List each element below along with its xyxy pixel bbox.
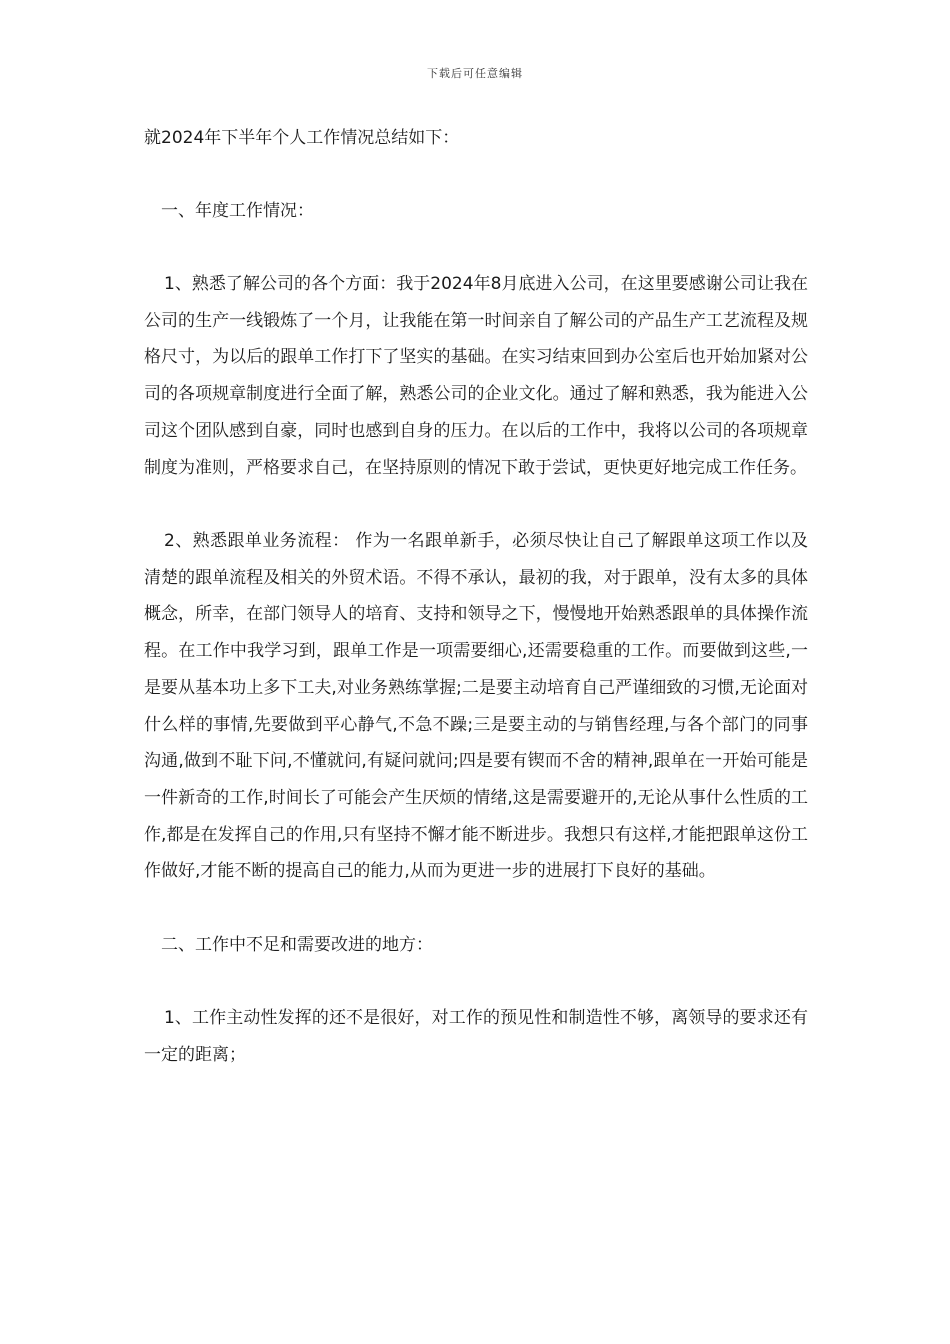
paragraph-initiative: 1、工作主动性发挥的还不是很好，对工作的预见性和制造性不够，离领导的要求还有一定的距离； [144,1008,808,1065]
paragraph-spacer [144,963,808,1000]
page-header-note: 下载后可任意编辑 [427,67,523,80]
intro-line: 就2024年下半年个人工作情况总结如下： [144,128,460,148]
paragraph-company-familiarization: 1、熟悉了解公司的各个方面：我于2024年8月底进入公司，在这里要感谢公司让我在公司的生产一线锻炼了一个月，让我能在第一时间亲自了解公司的产品生产工艺流程及规格尺寸，为以后的跟单工作打下了坚实的基础。在实习结束回到办公室后也开始加紧对公司的各项规章制度进行全面了解，熟悉公司的企业文化。通过了解和熟悉，我为能进入公司这个团队感到自豪，同时也感到自身的压力。在以后的工作中，我将以公司的各项规章制度为准则，严格要求自己，在坚持原则的情况下敢于尝试，更快更好地完成工作任务。 [144,274,808,478]
section-heading-annual-work: 一、年度工作情况： [161,200,314,221]
document-body [144,120,808,1074]
section-heading-shortcomings: 二、工作中不足和需要改进的地方： [161,934,433,955]
paragraph-order-process: 2、熟悉跟单业务流程： 作为一名跟单新手，必须尽快让自己了解跟单这项工作以及清楚的跟单流程及相关的外贸术语。不得不承认，最初的我，对于跟单，没有太多的具体概念，所幸，在部门领导人的培育、支持和领导之下，慢慢地开始熟悉跟单的具体操作流程。在工作中我学习到，跟单工作是一项需要细心,还需要稳重的工作。而要做到这些,一是要从基本功上多下工夫,对业务熟练掌握;二是要主动培育自己严谨细致的习惯,无论面对什么样的事情,先要做到平心静气,不急不躁;三是要主动的与销售经理,与各个部门的同事沟通,做到不耻下问,不懂就问,有疑问就问;四是要有锲而不舍的精神,跟单在一开始可能是一件新奇的工作,时间长了可能会产生厌烦的情绪,这是需要避开的,无论从事什么性质的工作,都是在发挥自己的作用,只有坚持不懈才能不断进步。我想只有这样,才能把跟单这份工作做好,才能不断的提高自己的能力,从而为更进一步的进展打下良好的基础。 [144,530,808,882]
paragraph-spacer [144,890,808,927]
paragraph-spacer [144,486,808,523]
paragraph-spacer [144,229,808,266]
paragraph-spacer [144,156,808,193]
